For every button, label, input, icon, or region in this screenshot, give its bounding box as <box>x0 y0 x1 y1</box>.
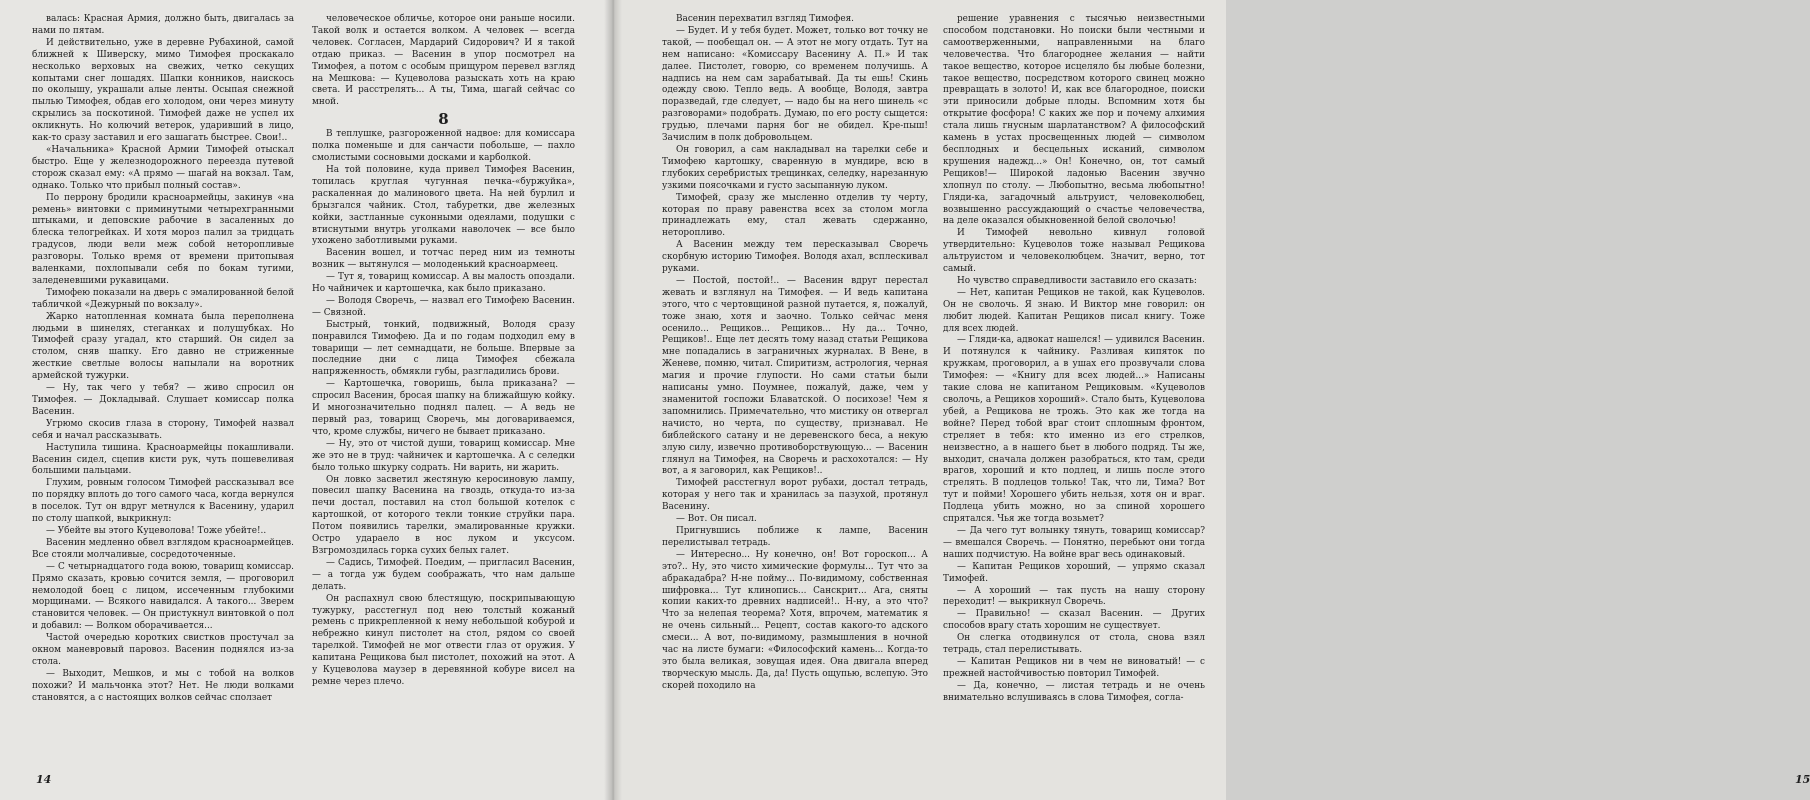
paragraph: — Вот. Он писал. <box>676 514 757 525</box>
paragraph: Глухим, ровным голосом Тимофей рассказывал все по порядку вплоть до того самого часа, когда вернулся в поселок. Тут он вдруг метнулся к Васенину, ударил по столу шапкой, выкрикнул: <box>32 478 294 525</box>
paragraph: Частой очередью коротких свистков простучал за окном маневровый паровоз. Васенин поднялся из-за стола. <box>32 633 294 667</box>
paragraph: Васенин вошел, и тотчас перед ним из темноты возник — вытянулся — молоденький красноармеец. <box>312 248 575 271</box>
left-page <box>0 0 613 800</box>
book-gutter <box>604 0 622 800</box>
column-3 <box>662 14 928 774</box>
paragraph: Васенин медленно обвел взглядом красноармейцев. Все стояли молчаливые, сосредоточенные. <box>32 537 294 560</box>
paragraph: валась: Красная Армия, должно быть, двигалась за нами по пятам. <box>32 14 294 36</box>
paragraph: — Да чего тут волынку тянуть, товарищ комиссар? — вмешался Своречь. — Понятно, перебьют они тогда наших подчистую. На войне враг весь одинаковый. <box>943 525 1205 560</box>
paragraph: — Тут я, товарищ комиссар. А вы малость опоздали. Но чайничек и картошечка, как было приказано. <box>312 272 575 295</box>
column-2 <box>312 14 575 774</box>
paragraph: — Капитан Рещиков хороший, — упрямо сказал Тимофей. <box>943 561 1205 584</box>
column-4 <box>943 14 1205 774</box>
paragraph: «Начальника» Красной Армии Тимофей отыскал быстро. Еще у железнодорожного переезда путевой сторож сказал ему: «А прямо — шагай на вокзал. Там, однако. Только что прибыл полный состав». <box>32 144 294 191</box>
paragraph: На той половине, куда привел Тимофея Васенин, топилась круглая чугунная печка-«буржуйка», раскаленная до малинового цвета. На ней бурлил и брызгался чайник. Стол, табуретки, две железных койки, застланные суконными одеялами, подушки с втиснутыми внутрь уголками наволочек — все было ухожено заботливыми руками. <box>312 164 575 247</box>
paragraph: По перрону бродили красноармейцы, закинув «на ремень» винтовки с приминутыми четырехгранными штыками, и деповские рабочие в засаленных до блеска телогрейках. И хотя мороз палил за тридцать градусов, люди вели меж собой неторопливые разговоры. Только время от времени притопывая валенками, похлопывали себя по бокам тугими, заледеневшими рукавицами. <box>32 192 294 286</box>
chapter-number: 8 <box>438 110 449 129</box>
paragraph: — Убейте вы этого Куцеволова! Тоже убейте!.. <box>46 525 267 536</box>
paragraph: Он слегка отодвинулся от стола, снова взял тетрадь, стал перелистывать. <box>943 633 1205 656</box>
paragraph: Быстрый, тонкий, подвижный, Володя сразу понравился Тимофею. Да и по годам подходил ему в товарищи — лет семнадцати, не больше. Впервые за последние дни с лица Тимофея сбежала напряженность, обмякли губы, разгладились брови. <box>312 319 575 378</box>
paragraph: И Тимофей невольно кивнул головой утвердительно: Куцеволов тоже называл Рещикова альтруистом и человеколюбцем. Значит, верно, тот самый. <box>943 228 1205 275</box>
column-2-top <box>312 14 575 109</box>
paragraph: Но чувство справедливости заставило его сказать: <box>957 275 1197 286</box>
paragraph: Васенин перехватил взгляд Тимофея. <box>676 14 854 24</box>
paragraph: Тимофей, сразу же мысленно отделив ту черту, которая по праву равенства всех за столом могла принадлежать ему, стал жевать сдержанно, неторопливо. <box>662 192 928 239</box>
paragraph: — Ну, это от чистой души, товарищ комиссар. Мне же это не в труд: чайничек и картошечка. А с селедки было только шкурку содрать. Ни варить, ни жарить. <box>312 438 575 473</box>
paragraph: Тимофей расстегнул ворот рубахи, достал тетрадь, которая у него так и хранилась за пазухой, протянул Васенину. <box>662 478 928 513</box>
paragraph: — С четырнадцатого года воюю, товарищ комиссар. Прямо сказать, кровью сочится земля, — проговорил немолодой боец с лицом, иссеченным глубокими морщинами. — Всякого навидался. А такого... Зверем становится человек. — Он пристукнул винтовкой о пол и добавил: — Волком оборачивается... <box>32 561 294 632</box>
paragraph: — Постой, постой!.. — Васенин вдруг перестал жевать и взглянул на Тимофея. — И ведь капитана этого, что с чертовщиной разной путается, я, пожалуй, тоже знаю, хотя и заочно. Только сейчас меня осенило... Рещиков... Рещиков... Ну да... Точно, Рещиков!.. Еще лет десять тому назад статьи Рещикова мне попадались в заграничных журналах. В Вене, в Женеве, помню, читал. Спиритизм, астрология, черная магия и прочие глупости. Но сами статьи были написаны умно. Поумнее, пожалуй, даже, чем у знаменитой госпожи Блаватской. О посихозе! Чем я запомнились. Примечательно, что мистику он отвергал начисто, но черта, по существу, признавал. Не библейского сатану и не деревенского беса, а некую злую силу, извечно противоборствующую... — Васенин глянул на Тимофея, на Своречь и расхохотался: — Ну вот, а я заговорил, как Рещиков!.. <box>662 275 928 477</box>
paragraph: — Будет. И у тебя будет. Может, только вот точку не такой, — пообещал он. — А этот не могу отдать. Тут на нем написано: «Комиссару Васенину А. П.» И так далее. Пистолет, говорю, со временем получишь. А надпись на нем сам зарабатывай. Да ты ешь! Скинь одежду свою. Тепло ведь. А вообще, Володя, завтра поразведай, где следует, — надо бы на него шинель «с разговорами» подобрать. Думаю, по его росту сыщется: грудью, плечами парня бог не обидел. Кре-пыш! Зачислим в полк добровольцем. <box>662 25 928 144</box>
paragraph: — Да, конечно, — листая тетрадь и не очень внимательно вслушиваясь в слова Тимофея, согла- <box>943 680 1205 703</box>
column-1 <box>32 14 294 774</box>
paragraph: человеческое обличье, которое они раньше носили. Такой волк и остается волком. А человек — всегда человек. Согласен, Мардарий Сидорович? И я такой отдаю приказ. — Васенин в упор посмотрел на Тимофея, а потом с особым прищуром перевел взгляд на Мешкова: — Куцеволова разыскать хоть на краю света. И расстрелять... А ты, Тима, шагай сейчас со мной. <box>312 14 575 108</box>
paragraph: Угрюмо скосив глаза в сторону, Тимофей назвал себя и начал рассказывать. <box>32 418 294 441</box>
paragraph: И действительно, уже в деревне Рубахиной, самой ближней к Шиверску, мимо Тимофея проскакало несколько верховых на свежих, четко секущих копытами снег лошадях. Шапки конников, наискось по околышу, украшали алые ленты. Осыпая снежной пылью Тимофея, обдав его холодом, они через минуту скрылись за поскотиной. Тимофей даже не успел их окликнуть. Но колючий ветерок, ударивший в лицо, как-то сразу заставил и его зашагать быстрее. Свои!.. <box>32 37 294 144</box>
column-2-bottom <box>312 129 575 689</box>
paragraph: — Правильно! — сказал Васенин. — Других способов врагу стать хорошим не существует. <box>943 609 1205 632</box>
paragraph: — Ну, так чего у тебя? — живо спросил он Тимофея. — Докладывай. Слушает комиссар полка Васенин. <box>32 383 294 417</box>
paragraph: — Гляди-ка, адвокат нашелся! — удивился Васенин. И потянулся к чайнику. Разливая кипяток по кружкам, проговорил, а в ушах его прозвучали слова Тимофея: — «Книгу для всех людей...» Написаны такие слова не капитаном Рещиковым. «Куцеволов сволочь, а Рещиков хороший». Стало быть, Куцеволова убей, а Рещикова не трожь. Это как же тогда на войне? Перед тобой враг стоит сплошным фронтом, стреляет в тебя: кто именно из его стрелков, неизвестно, а в нашего бьет в любого подряд. Ты же, выходит, сначала должен разобраться, кто там, среди врагов, хороший и кто подлец, и лишь после этого стрелять. В подлецов только! Так, что ли, Тима? Вот тут и пойми! Хорошего убить нельзя, хотя он и враг. Подлеца убить можно, но за спиной хорошего спрятался. Чья же тогда возьмет? <box>943 335 1205 525</box>
paragraph: — А хороший — так пусть на нашу сторону переходит! — выкрикнул Своречь. <box>943 585 1205 608</box>
paragraph: Он распахнул свою блестящую, поскрипывающую тужурку, расстегнул под нею толстый кожаный ремень с прикрепленной к нему небольшой кобурой и небрежно кинул пистолет на стол, рядом со своей тарелкой. Тимофей не мог отвести глаз от оружия. У капитана Рещикова был пистолет, похожий на этот. А у Куцеволова маузер в деревянной кобуре висел на ремне через плечо. <box>312 593 575 687</box>
paragraph: — Нет, капитан Рещиков не такой, как Куцеволов. Он не сволочь. Я знаю. И Виктор мне говорил: он любит людей. Капитан Рещиков писал книгу. Тоже для всех людей. <box>943 287 1205 334</box>
paragraph: Он говорил, а сам накладывал на тарелки себе и Тимофею картошку, сваренную в мундире, всю в глубоких серебристых трещинках, селедку, нарезанную узкими поясочками и густо засыпанную луком. <box>662 144 928 191</box>
paragraph: — Садись, Тимофей. Поедим, — пригласил Васенин, — а тогда уж будем соображать, что нам дальше делать. <box>312 557 575 592</box>
paragraph: Жарко натопленная комната была переполнена людьми в шинелях, стеганках и полушубках. Но Тимофей сразу угадал, кто старший. Он сидел за столом, сняв шапку. Его давно не стриженные жесткие светлые волосы напылали на воротник армейской тужурки. <box>32 311 294 382</box>
paragraph: Он ловко засветил жестяную керосиновую лампу, повесил шапку Васенина на гвоздь, откуда-то из-за печи достал, поставил на стол большой котелок с картошкой, от которого текли тонкие струйки пара. Потом появились тарелки, эмалированные кружки. Остро удараело в нос луком и уксусом. Взгромоздилась горка сухих белых галет. <box>312 474 575 556</box>
page-number-left: 14 <box>36 773 52 786</box>
paragraph: — Выходит, Мешков, и мы с тобой на волков похожи? И мальчонка этот? Нет. Не люди волками становятся, а с настоящих волков сейчас сползает <box>32 668 294 703</box>
paragraph: — Картошечка, говоришь, была приказана? — спросил Васенин, бросая шапку на ближайшую койку. И многозначительно поднял палец. — А ведь не первый раз, товарищ Своречь, мы договариваемся, что, кроме службы, ничего не бывает приказано. <box>312 379 575 437</box>
paragraph: — Интересно... Ну конечно, он! Вот гороскоп... А это?.. Ну, это чисто химические формулы... Тут что за абракадабра? Н-не пойму... По-видимому, собственная шифровка... Тут клинопись... Санскрит... Ага, сняты копии каких-то древних надписей!.. Н-ну, а это что? Что за нелепая теорема? Хотя, впрочем, математик я не очень сильный... Рецепт, состав какого-то адского смеси... А вот, по-видимому, размышления в ночной час на листе бумаги: «Философский камень... Когда-то это была великая, зовущая идея. Она двигала вперед творческую мысль. Да, да! Пусть ощупью, вслепую. Это скорей походило на <box>662 549 928 691</box>
page-number-right: 15 <box>1795 773 1810 786</box>
paragraph: — Капитан Рещиков ни в чем не виноватый! — с прежней настойчивостью повторил Тимофей. <box>943 656 1205 679</box>
paragraph: Пригнувшись поближе к лампе, Васенин перелистывал тетрадь. <box>662 525 928 548</box>
paragraph: решение уравнения с тысячью неизвестными способом подстановки. Но поиски были честными и самоотверженными, направленными на благо человечества. Что благороднее желания — найти такое вещество, которое исцеляло бы любые болезни, такое вещество, посредством которого свинец можно превращать в золото! И, как все благородное, поиски эти приносили добрые плоды. Вспомним хотя бы открытие фосфора! С каких же пор и почему алхимия стала лишь гнусным шарлатанством? А философский камень в устах просвещенных людей — символом бесплодных и бесцельных исканий, символом крушения надежд...» Он! Конечно, он, тот самый Рещиков!— Широкой ладонью Васенин звучно хлопнул по столу. — Любопытно, весьма любопытно! Гляди-ка, загадочный альтруист, человеколюбец, возвышенно рассуждающий о счастье человечества, на деле оказался обыкновенной белой сволочью! <box>943 14 1205 227</box>
paragraph: — Володя Своречь, — назвал его Тимофею Васенин. — Связной. <box>312 295 575 318</box>
paragraph: А Васенин между тем пересказывал Своречь скорбную историю Тимофея. Володя ахал, всплескивал руками. <box>662 240 928 275</box>
paragraph: В теплушке, разгороженной надвое: для комиссара полка поменьше и для санчасти побольше, — пахло смолистыми сосновыми досками и карболкой. <box>312 129 575 164</box>
paragraph: Наступила тишина. Красноармейцы покашливали. Васенин сидел, сцепив кисти рук, чуть пошевеливая большими пальцами. <box>32 442 294 477</box>
paragraph: Тимофею показали на дверь с эмалированной белой табличкой «Дежурный по вокзалу». <box>32 287 294 310</box>
